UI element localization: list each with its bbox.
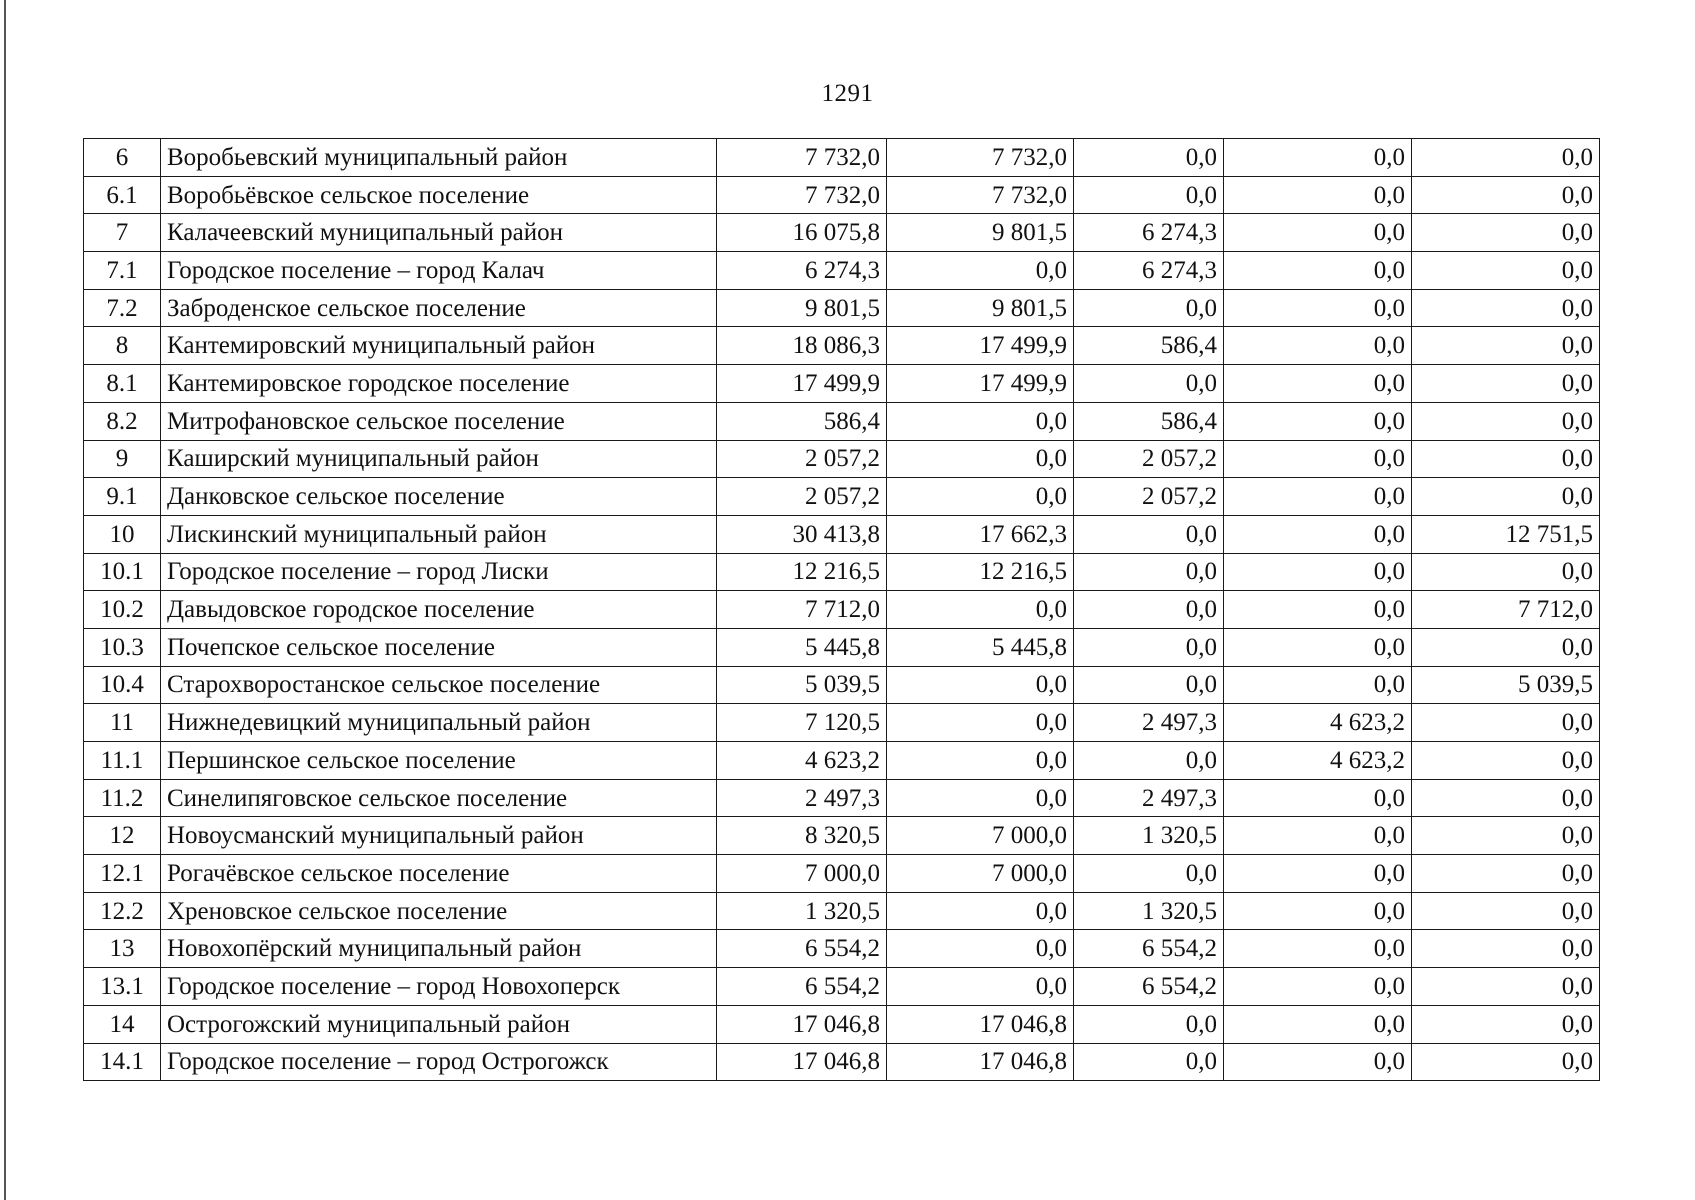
table-row (84, 365, 1600, 403)
municipality-name-cell: Городское поселение – город Калач (161, 252, 717, 290)
row-number-cell: 8 (84, 327, 161, 365)
amount-cell-col-3: 0,0 (1074, 139, 1224, 177)
amount-cell-col-4: 4 623,2 (1224, 742, 1412, 780)
amount-cell-col-2: 5 445,8 (887, 628, 1074, 666)
amount-cell-col-2: 0,0 (887, 252, 1074, 290)
amount-cell-col-5: 7 712,0 (1412, 591, 1600, 629)
amount-cell-col-3: 1 320,5 (1074, 817, 1224, 855)
amount-cell-col-1: 2 057,2 (717, 440, 887, 478)
amount-cell-col-4: 0,0 (1224, 666, 1412, 704)
table-row (84, 214, 1600, 252)
amount-cell-col-2: 7 000,0 (887, 817, 1074, 855)
municipality-name-cell: Воробьёвское сельское поселение (161, 176, 717, 214)
amount-cell-col-3: 2 497,3 (1074, 704, 1224, 742)
row-number-cell: 11 (84, 704, 161, 742)
row-number-cell: 9 (84, 440, 161, 478)
amount-cell-col-5: 0,0 (1412, 704, 1600, 742)
amount-cell-col-5: 5 039,5 (1412, 666, 1600, 704)
table-row (84, 402, 1600, 440)
table-row (84, 666, 1600, 704)
table-row (84, 591, 1600, 629)
amount-cell-col-3: 6 554,2 (1074, 968, 1224, 1006)
amount-cell-col-2: 0,0 (887, 440, 1074, 478)
row-number-cell: 9.1 (84, 478, 161, 516)
amount-cell-col-3: 0,0 (1074, 289, 1224, 327)
amount-cell-col-5: 0,0 (1412, 440, 1600, 478)
row-number-cell: 8.1 (84, 365, 161, 403)
amount-cell-col-5: 0,0 (1412, 478, 1600, 516)
municipality-name-cell: Острогожский муниципальный район (161, 1005, 717, 1043)
amount-cell-col-3: 586,4 (1074, 402, 1224, 440)
amount-cell-col-4: 0,0 (1224, 515, 1412, 553)
row-number-cell: 12 (84, 817, 161, 855)
row-number-cell: 7.2 (84, 289, 161, 327)
amount-cell-col-1: 7 712,0 (717, 591, 887, 629)
amount-cell-col-4: 0,0 (1224, 1043, 1412, 1081)
amount-cell-col-2: 0,0 (887, 704, 1074, 742)
amount-cell-col-4: 0,0 (1224, 591, 1412, 629)
amount-cell-col-4: 0,0 (1224, 289, 1412, 327)
amount-cell-col-1: 7 732,0 (717, 139, 887, 177)
amount-cell-col-5: 0,0 (1412, 1005, 1600, 1043)
amount-cell-col-5: 0,0 (1412, 289, 1600, 327)
municipality-name-cell: Почепское сельское поселение (161, 628, 717, 666)
amount-cell-col-4: 0,0 (1224, 628, 1412, 666)
table-row (84, 892, 1600, 930)
amount-cell-col-2: 7 732,0 (887, 176, 1074, 214)
amount-cell-col-2: 0,0 (887, 666, 1074, 704)
amount-cell-col-4: 0,0 (1224, 968, 1412, 1006)
table-row (84, 742, 1600, 780)
municipality-name-cell: Городское поселение – город Новохоперск (161, 968, 717, 1006)
amount-cell-col-1: 5 445,8 (717, 628, 887, 666)
table-row (84, 327, 1600, 365)
amount-cell-col-5: 0,0 (1412, 214, 1600, 252)
amount-cell-col-1: 2 057,2 (717, 478, 887, 516)
amount-cell-col-5: 0,0 (1412, 553, 1600, 591)
table-row (84, 289, 1600, 327)
row-number-cell: 10 (84, 515, 161, 553)
budget-distribution-table (83, 138, 1600, 1081)
row-number-cell: 14.1 (84, 1043, 161, 1081)
amount-cell-col-2: 0,0 (887, 968, 1074, 1006)
amount-cell-col-2: 12 216,5 (887, 553, 1074, 591)
table-row (84, 252, 1600, 290)
amount-cell-col-3: 2 497,3 (1074, 779, 1224, 817)
amount-cell-col-3: 6 274,3 (1074, 252, 1224, 290)
amount-cell-col-4: 0,0 (1224, 139, 1412, 177)
municipality-name-cell: Рогачёвское сельское поселение (161, 855, 717, 893)
municipality-name-cell: Давыдовское городское поселение (161, 591, 717, 629)
municipality-name-cell: Заброденское сельское поселение (161, 289, 717, 327)
amount-cell-col-1: 12 216,5 (717, 553, 887, 591)
amount-cell-col-4: 4 623,2 (1224, 704, 1412, 742)
amount-cell-col-3: 0,0 (1074, 1005, 1224, 1043)
amount-cell-col-2: 0,0 (887, 892, 1074, 930)
amount-cell-col-4: 0,0 (1224, 553, 1412, 591)
row-number-cell: 10.1 (84, 553, 161, 591)
amount-cell-col-4: 0,0 (1224, 402, 1412, 440)
amount-cell-col-3: 0,0 (1074, 1043, 1224, 1081)
municipality-name-cell: Данковское сельское поселение (161, 478, 717, 516)
row-number-cell: 11.1 (84, 742, 161, 780)
table-row (84, 855, 1600, 893)
amount-cell-col-4: 0,0 (1224, 1005, 1412, 1043)
amount-cell-col-2: 0,0 (887, 478, 1074, 516)
amount-cell-col-5: 0,0 (1412, 365, 1600, 403)
amount-cell-col-4: 0,0 (1224, 855, 1412, 893)
table-row (84, 968, 1600, 1006)
amount-cell-col-1: 4 623,2 (717, 742, 887, 780)
table-row (84, 704, 1600, 742)
amount-cell-col-5: 0,0 (1412, 402, 1600, 440)
amount-cell-col-2: 0,0 (887, 742, 1074, 780)
amount-cell-col-2: 7 732,0 (887, 139, 1074, 177)
scan-edge-line (4, 0, 6, 1200)
amount-cell-col-3: 6 554,2 (1074, 930, 1224, 968)
amount-cell-col-1: 6 554,2 (717, 930, 887, 968)
municipality-name-cell: Воробьевский муниципальный район (161, 139, 717, 177)
amount-cell-col-3: 0,0 (1074, 365, 1224, 403)
amount-cell-col-4: 0,0 (1224, 176, 1412, 214)
municipality-name-cell: Кантемировский муниципальный район (161, 327, 717, 365)
municipality-name-cell: Синелипяговское сельское поселение (161, 779, 717, 817)
amount-cell-col-2: 17 662,3 (887, 515, 1074, 553)
row-number-cell: 10.3 (84, 628, 161, 666)
amount-cell-col-4: 0,0 (1224, 930, 1412, 968)
amount-cell-col-1: 7 732,0 (717, 176, 887, 214)
amount-cell-col-5: 0,0 (1412, 779, 1600, 817)
amount-cell-col-1: 30 413,8 (717, 515, 887, 553)
amount-cell-col-3: 2 057,2 (1074, 478, 1224, 516)
amount-cell-col-2: 0,0 (887, 591, 1074, 629)
table-row (84, 139, 1600, 177)
table-row (84, 176, 1600, 214)
amount-cell-col-1: 18 086,3 (717, 327, 887, 365)
amount-cell-col-5: 12 751,5 (1412, 515, 1600, 553)
row-number-cell: 13 (84, 930, 161, 968)
table-row (84, 553, 1600, 591)
table-row (84, 1043, 1600, 1081)
amount-cell-col-3: 2 057,2 (1074, 440, 1224, 478)
row-number-cell: 6.1 (84, 176, 161, 214)
municipality-name-cell: Старохворостанское сельское поселение (161, 666, 717, 704)
municipality-name-cell: Митрофановское сельское поселение (161, 402, 717, 440)
amount-cell-col-4: 0,0 (1224, 214, 1412, 252)
municipality-name-cell: Калачеевский муниципальный район (161, 214, 717, 252)
amount-cell-col-1: 1 320,5 (717, 892, 887, 930)
amount-cell-col-5: 0,0 (1412, 252, 1600, 290)
table-row (84, 817, 1600, 855)
amount-cell-col-3: 6 274,3 (1074, 214, 1224, 252)
amount-cell-col-5: 0,0 (1412, 628, 1600, 666)
amount-cell-col-2: 9 801,5 (887, 289, 1074, 327)
amount-cell-col-4: 0,0 (1224, 892, 1412, 930)
table-row (84, 628, 1600, 666)
amount-cell-col-5: 0,0 (1412, 176, 1600, 214)
amount-cell-col-3: 0,0 (1074, 591, 1224, 629)
amount-cell-col-1: 9 801,5 (717, 289, 887, 327)
row-number-cell: 12.2 (84, 892, 161, 930)
amount-cell-col-1: 6 554,2 (717, 968, 887, 1006)
amount-cell-col-4: 0,0 (1224, 440, 1412, 478)
table-row (84, 779, 1600, 817)
amount-cell-col-1: 7 120,5 (717, 704, 887, 742)
amount-cell-col-2: 9 801,5 (887, 214, 1074, 252)
amount-cell-col-2: 0,0 (887, 930, 1074, 968)
municipality-name-cell: Кантемировское городское поселение (161, 365, 717, 403)
amount-cell-col-5: 0,0 (1412, 855, 1600, 893)
amount-cell-col-5: 0,0 (1412, 817, 1600, 855)
municipality-name-cell: Нижнедевицкий муниципальный район (161, 704, 717, 742)
amount-cell-col-1: 586,4 (717, 402, 887, 440)
row-number-cell: 8.2 (84, 402, 161, 440)
municipality-name-cell: Городское поселение – город Острогожск (161, 1043, 717, 1081)
amount-cell-col-3: 1 320,5 (1074, 892, 1224, 930)
amount-cell-col-2: 17 499,9 (887, 327, 1074, 365)
row-number-cell: 10.2 (84, 591, 161, 629)
row-number-cell: 12.1 (84, 855, 161, 893)
amount-cell-col-3: 0,0 (1074, 553, 1224, 591)
amount-cell-col-5: 0,0 (1412, 139, 1600, 177)
amount-cell-col-3: 0,0 (1074, 176, 1224, 214)
amount-cell-col-5: 0,0 (1412, 1043, 1600, 1081)
amount-cell-col-1: 17 046,8 (717, 1043, 887, 1081)
amount-cell-col-3: 0,0 (1074, 628, 1224, 666)
table-row (84, 478, 1600, 516)
amount-cell-col-1: 7 000,0 (717, 855, 887, 893)
municipality-name-cell: Новоусманский муниципальный район (161, 817, 717, 855)
page-number: 1291 (821, 80, 874, 107)
table-row (84, 515, 1600, 553)
amount-cell-col-1: 8 320,5 (717, 817, 887, 855)
amount-cell-col-3: 0,0 (1074, 666, 1224, 704)
row-number-cell: 6 (84, 139, 161, 177)
amount-cell-col-3: 0,0 (1074, 515, 1224, 553)
municipality-name-cell: Лискинский муниципальный район (161, 515, 717, 553)
row-number-cell: 10.4 (84, 666, 161, 704)
row-number-cell: 7 (84, 214, 161, 252)
row-number-cell: 13.1 (84, 968, 161, 1006)
amount-cell-col-5: 0,0 (1412, 968, 1600, 1006)
amount-cell-col-2: 17 046,8 (887, 1043, 1074, 1081)
amount-cell-col-1: 17 499,9 (717, 365, 887, 403)
amount-cell-col-4: 0,0 (1224, 327, 1412, 365)
amount-cell-col-2: 0,0 (887, 779, 1074, 817)
amount-cell-col-2: 0,0 (887, 402, 1074, 440)
amount-cell-col-4: 0,0 (1224, 817, 1412, 855)
amount-cell-col-2: 17 499,9 (887, 365, 1074, 403)
municipality-name-cell: Городское поселение – город Лиски (161, 553, 717, 591)
amount-cell-col-5: 0,0 (1412, 892, 1600, 930)
municipality-name-cell: Новохопёрский муниципальный район (161, 930, 717, 968)
amount-cell-col-1: 5 039,5 (717, 666, 887, 704)
amount-cell-col-3: 0,0 (1074, 742, 1224, 780)
amount-cell-col-1: 17 046,8 (717, 1005, 887, 1043)
amount-cell-col-4: 0,0 (1224, 365, 1412, 403)
amount-cell-col-4: 0,0 (1224, 252, 1412, 290)
table-row (84, 1005, 1600, 1043)
row-number-cell: 7.1 (84, 252, 161, 290)
amount-cell-col-2: 7 000,0 (887, 855, 1074, 893)
municipality-name-cell: Першинское сельское поселение (161, 742, 717, 780)
amount-cell-col-3: 586,4 (1074, 327, 1224, 365)
row-number-cell: 14 (84, 1005, 161, 1043)
row-number-cell: 11.2 (84, 779, 161, 817)
table-row (84, 440, 1600, 478)
amount-cell-col-1: 2 497,3 (717, 779, 887, 817)
amount-cell-col-5: 0,0 (1412, 742, 1600, 780)
table-body (84, 139, 1600, 1081)
amount-cell-col-4: 0,0 (1224, 478, 1412, 516)
amount-cell-col-1: 16 075,8 (717, 214, 887, 252)
amount-cell-col-1: 6 274,3 (717, 252, 887, 290)
amount-cell-col-3: 0,0 (1074, 855, 1224, 893)
amount-cell-col-4: 0,0 (1224, 779, 1412, 817)
amount-cell-col-2: 17 046,8 (887, 1005, 1074, 1043)
municipality-name-cell: Хреновское сельское поселение (161, 892, 717, 930)
table-row (84, 930, 1600, 968)
municipality-name-cell: Каширский муниципальный район (161, 440, 717, 478)
amount-cell-col-5: 0,0 (1412, 327, 1600, 365)
amount-cell-col-5: 0,0 (1412, 930, 1600, 968)
